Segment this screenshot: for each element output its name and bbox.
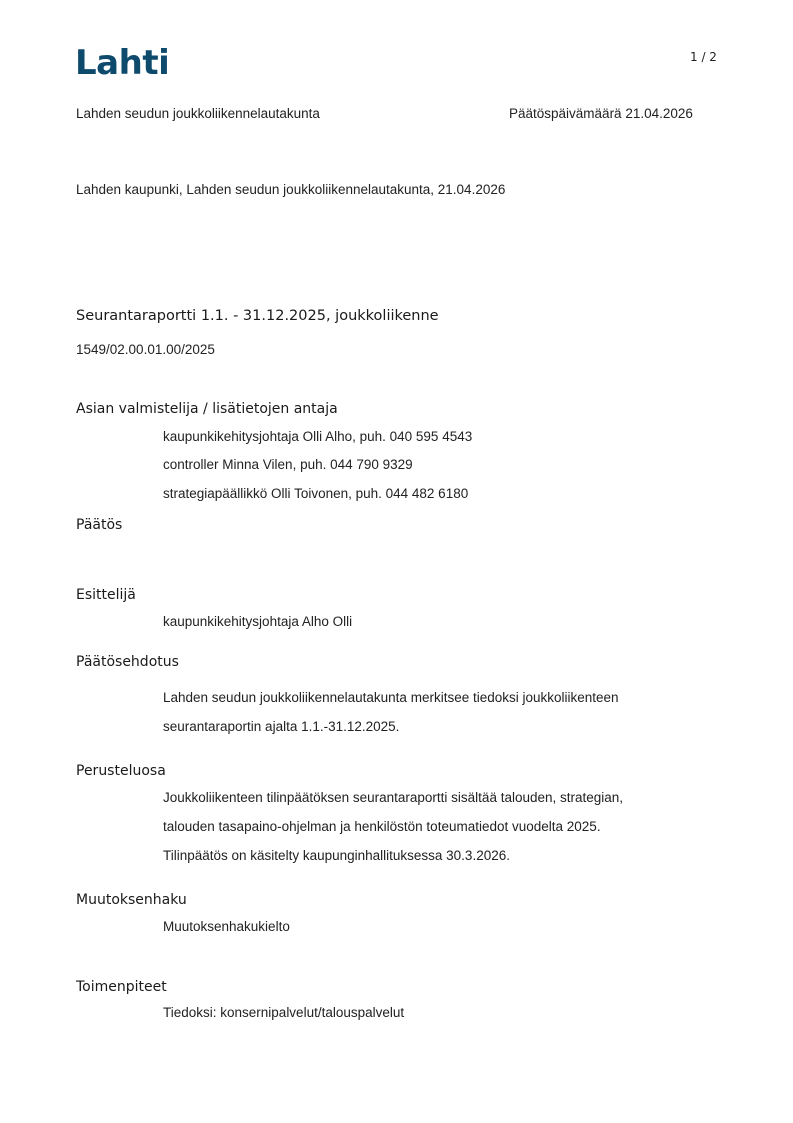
actions-value: Tiedoksi: konsernipalvelut/talouspalvelut (163, 1005, 405, 1020)
proposal-line: seurantaraportin ajalta 1.1.-31.12.2025. (163, 719, 400, 734)
preparer-item: strategiapäällikkö Olli Toivonen, puh. 044 482 6180 (163, 486, 469, 501)
decision-heading: Päätös (76, 517, 123, 533)
page-number: 1 / 2 (690, 50, 717, 64)
meeting-line: Lahden kaupunki, Lahden seudun joukkoliikennelautakunta, 21.04.2026 (76, 182, 506, 197)
proposal-line: Lahden seudun joukkoliikennelautakunta merkitsee tiedoksi joukkoliikenteen (163, 690, 619, 705)
subject-title: Seurantaraportti 1.1. - 31.12.2025, joukkoliikenne (76, 308, 439, 324)
actions-heading: Toimenpiteet (76, 979, 167, 995)
preparers-heading: Asian valmistelija / lisätietojen antaja (76, 401, 338, 417)
preparer-item: controller Minna Vilen, puh. 044 790 9329 (163, 457, 413, 472)
presenter-heading: Esittelijä (76, 587, 136, 603)
appeal-heading: Muutoksenhaku (76, 892, 187, 908)
proposal-heading: Päätösehdotus (76, 654, 179, 670)
diary-number: 1549/02.00.01.00/2025 (76, 342, 215, 357)
preparer-item: kaupunkikehitysjohtaja Olli Alho, puh. 040 595 4543 (163, 429, 473, 444)
appeal-value: Muutoksenhakukielto (163, 919, 290, 934)
lahti-logo: Lahti (75, 43, 170, 83)
presenter-value: kaupunkikehitysjohtaja Alho Olli (163, 614, 353, 629)
rationale-line: Joukkoliikenteen tilinpäätöksen seurantaraportti sisältää talouden, strategian, (163, 790, 624, 805)
rationale-heading: Perusteluosa (76, 763, 166, 779)
rationale-line: talouden tasapaino-ohjelman ja henkilöstön toteumatiedot vuodelta 2025. (163, 819, 601, 834)
organ-name: Lahden seudun joukkoliikennelautakunta (76, 106, 320, 121)
decision-date: Päätöspäivämäärä 21.04.2026 (509, 106, 693, 121)
rationale-line: Tilinpäätös on käsitelty kaupunginhallituksessa 30.3.2026. (163, 848, 510, 863)
